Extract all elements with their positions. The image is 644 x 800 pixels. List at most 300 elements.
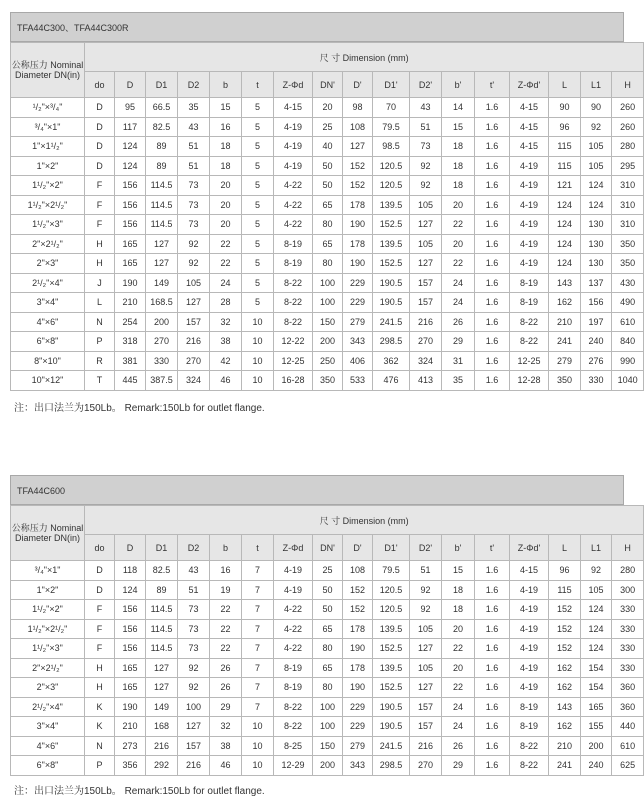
value-cell: 190 xyxy=(343,639,373,659)
value-cell: 24 xyxy=(442,273,475,293)
value-cell: 24 xyxy=(442,717,475,737)
value-cell: 1.6 xyxy=(475,736,510,756)
value-cell: 114.5 xyxy=(146,195,178,215)
column-header: D1 xyxy=(146,72,178,98)
value-cell: 1.6 xyxy=(475,600,510,620)
value-cell: 156 xyxy=(115,639,146,659)
value-cell: 343 xyxy=(343,756,373,776)
value-cell: 190.5 xyxy=(373,717,410,737)
value-cell: 362 xyxy=(373,351,410,371)
value-cell: 4-19 xyxy=(510,580,549,600)
value-cell: 124 xyxy=(581,195,612,215)
remark-note: 注：出口法兰为150Lb。 Remark:150Lb for outlet flange. xyxy=(14,403,265,414)
value-cell: 80 xyxy=(313,254,343,274)
value-cell: 12-25 xyxy=(510,351,549,371)
value-cell: 4-19 xyxy=(510,254,549,274)
value-cell: 50 xyxy=(313,156,343,176)
value-cell: 4-19 xyxy=(510,619,549,639)
value-cell: 105 xyxy=(581,156,612,176)
value-cell: 73 xyxy=(178,195,210,215)
value-cell: 7 xyxy=(242,678,274,698)
value-cell: 4-19 xyxy=(510,195,549,215)
value-cell: 15 xyxy=(442,561,475,581)
table-row xyxy=(11,293,644,313)
value-cell: 105 xyxy=(410,234,442,254)
size-cell: 3"×4" xyxy=(11,717,85,737)
table-title: TFA44C600 xyxy=(10,475,624,505)
value-cell: 65 xyxy=(313,234,343,254)
value-cell: 4-19 xyxy=(510,600,549,620)
column-header: L xyxy=(549,535,581,561)
value-cell: 20 xyxy=(210,176,242,196)
value-cell: 270 xyxy=(410,332,442,352)
value-cell: 273 xyxy=(115,736,146,756)
value-cell: 1.6 xyxy=(475,195,510,215)
size-cell: 2"×2¹/₂" xyxy=(11,234,85,254)
value-cell: 8-22 xyxy=(510,756,549,776)
value-cell: 100 xyxy=(313,697,343,717)
value-cell: 137 xyxy=(581,273,612,293)
column-header: D xyxy=(115,72,146,98)
value-cell: 4-22 xyxy=(274,619,313,639)
value-cell: 5 xyxy=(242,176,274,196)
column-header: D xyxy=(115,535,146,561)
value-cell: 92 xyxy=(178,678,210,698)
value-cell: R xyxy=(85,351,115,371)
value-cell: 22 xyxy=(210,234,242,254)
value-cell: 1.6 xyxy=(475,98,510,118)
value-cell: 200 xyxy=(581,736,612,756)
value-cell: 216 xyxy=(146,736,178,756)
value-cell: D xyxy=(85,156,115,176)
value-cell: 124 xyxy=(115,137,146,157)
size-cell: 2"×2¹/₂" xyxy=(11,658,85,678)
value-cell: 1.6 xyxy=(475,658,510,678)
value-cell: F xyxy=(85,600,115,620)
value-cell: 8-19 xyxy=(274,658,313,678)
value-cell: 92 xyxy=(178,234,210,254)
value-cell: 298.5 xyxy=(373,756,410,776)
value-cell: 73 xyxy=(178,639,210,659)
value-cell: 8-22 xyxy=(274,717,313,737)
value-cell: 90 xyxy=(581,98,612,118)
value-cell: 96 xyxy=(549,117,581,137)
value-cell: D xyxy=(85,580,115,600)
column-header: do xyxy=(85,72,115,98)
value-cell: 24 xyxy=(442,697,475,717)
size-cell: 2¹/₂"×4" xyxy=(11,273,85,293)
value-cell: 190 xyxy=(115,697,146,717)
value-cell: 241 xyxy=(549,332,581,352)
value-cell: 4-22 xyxy=(274,215,313,235)
value-cell: 152 xyxy=(343,600,373,620)
column-header: D1 xyxy=(146,535,178,561)
value-cell: 130 xyxy=(581,254,612,274)
value-cell: 105 xyxy=(410,658,442,678)
value-cell: 279 xyxy=(343,736,373,756)
value-cell: 5 xyxy=(242,234,274,254)
value-cell: 197 xyxy=(581,312,612,332)
value-cell: 190 xyxy=(115,273,146,293)
value-cell: N xyxy=(85,312,115,332)
value-cell: 26 xyxy=(210,678,242,698)
value-cell: 190 xyxy=(343,254,373,274)
column-header: L1 xyxy=(581,72,612,98)
table-row xyxy=(11,639,644,659)
value-cell: 124 xyxy=(549,195,581,215)
value-cell: 26 xyxy=(442,312,475,332)
value-cell: 38 xyxy=(210,332,242,352)
table-row xyxy=(11,658,644,678)
value-cell: 114.5 xyxy=(146,600,178,620)
value-cell: 610 xyxy=(612,736,644,756)
value-cell: 1.6 xyxy=(475,678,510,698)
value-cell: F xyxy=(85,619,115,639)
value-cell: 120.5 xyxy=(373,156,410,176)
value-cell: 22 xyxy=(442,639,475,659)
value-cell: 4-22 xyxy=(274,176,313,196)
value-cell: 12-29 xyxy=(274,756,313,776)
value-cell: 356 xyxy=(115,756,146,776)
value-cell: 1.6 xyxy=(475,117,510,137)
value-cell: 16 xyxy=(210,561,242,581)
value-cell: 350 xyxy=(612,254,644,274)
value-cell: 4-19 xyxy=(274,137,313,157)
column-header-row xyxy=(11,535,644,561)
value-cell: 80 xyxy=(313,215,343,235)
value-cell: 413 xyxy=(410,371,442,391)
value-cell: 157 xyxy=(410,717,442,737)
value-cell: 73 xyxy=(410,137,442,157)
value-cell: 114.5 xyxy=(146,619,178,639)
value-cell: 154 xyxy=(581,658,612,678)
value-cell: 143 xyxy=(549,697,581,717)
value-cell: 216 xyxy=(410,312,442,332)
table-row xyxy=(11,156,644,176)
value-cell: 8-19 xyxy=(510,293,549,313)
column-header: t xyxy=(242,535,274,561)
value-cell: 25 xyxy=(313,561,343,581)
value-cell: 168 xyxy=(146,717,178,737)
value-cell: 4-19 xyxy=(510,156,549,176)
value-cell: 5 xyxy=(242,293,274,313)
value-cell: 124 xyxy=(549,254,581,274)
value-cell: 29 xyxy=(210,697,242,717)
column-header: H xyxy=(612,535,644,561)
remark-note: 注：出口法兰为150Lb。 Remark:150Lb for outlet flange. xyxy=(14,786,265,797)
value-cell: L xyxy=(85,293,115,313)
value-cell: 80 xyxy=(313,678,343,698)
value-cell: P xyxy=(85,332,115,352)
value-cell: 65 xyxy=(313,195,343,215)
value-cell: 440 xyxy=(612,717,644,737)
value-cell: 10 xyxy=(242,736,274,756)
table-row xyxy=(11,312,644,332)
value-cell: 51 xyxy=(410,117,442,137)
table-row xyxy=(11,736,644,756)
column-header: D2 xyxy=(178,72,210,98)
value-cell: 89 xyxy=(146,137,178,157)
value-cell: 330 xyxy=(612,658,644,678)
table-row xyxy=(11,371,644,391)
value-cell: 8-25 xyxy=(274,736,313,756)
value-cell: F xyxy=(85,176,115,196)
value-cell: 5 xyxy=(242,137,274,157)
value-cell: 12-28 xyxy=(510,371,549,391)
value-cell: 216 xyxy=(178,756,210,776)
value-cell: 1.6 xyxy=(475,156,510,176)
column-header: Z-Φd' xyxy=(510,535,549,561)
value-cell: 157 xyxy=(410,697,442,717)
value-cell: 10 xyxy=(242,351,274,371)
table-row xyxy=(11,351,644,371)
value-cell: 73 xyxy=(178,619,210,639)
value-cell: 260 xyxy=(612,117,644,137)
value-cell: 156 xyxy=(115,176,146,196)
value-cell: 15 xyxy=(210,98,242,118)
value-cell: 20 xyxy=(442,195,475,215)
value-cell: 1.6 xyxy=(475,234,510,254)
column-header: D' xyxy=(343,72,373,98)
column-header: Z-Φd' xyxy=(510,72,549,98)
value-cell: 4-19 xyxy=(510,234,549,254)
size-cell: 2"×3" xyxy=(11,254,85,274)
value-cell: 156 xyxy=(115,215,146,235)
value-cell: 156 xyxy=(115,195,146,215)
value-cell: 105 xyxy=(581,580,612,600)
value-cell: 1.6 xyxy=(475,756,510,776)
value-cell: 51 xyxy=(178,156,210,176)
value-cell: 20 xyxy=(210,215,242,235)
value-cell: 43 xyxy=(410,98,442,118)
value-cell: 4-15 xyxy=(510,98,549,118)
size-cell: 1¹/₂"×2¹/₂" xyxy=(11,195,85,215)
value-cell: 162 xyxy=(549,678,581,698)
table-row xyxy=(11,195,644,215)
value-cell: 1.6 xyxy=(475,580,510,600)
table-title: TFA44C300、TFA44C300R xyxy=(10,12,624,42)
value-cell: 18 xyxy=(442,137,475,157)
value-cell: 92 xyxy=(581,117,612,137)
value-cell: 1.6 xyxy=(475,561,510,581)
value-cell: 330 xyxy=(612,639,644,659)
value-cell: 241.5 xyxy=(373,736,410,756)
value-cell: 46 xyxy=(210,371,242,391)
value-cell: 1.6 xyxy=(475,697,510,717)
value-cell: 7 xyxy=(242,639,274,659)
value-cell: 406 xyxy=(343,351,373,371)
column-header: t xyxy=(242,72,274,98)
column-header: b' xyxy=(442,72,475,98)
value-cell: 7 xyxy=(242,580,274,600)
spec-table xyxy=(10,505,644,776)
value-cell: 10 xyxy=(242,717,274,737)
value-cell: 157 xyxy=(410,293,442,313)
value-cell: 310 xyxy=(612,215,644,235)
value-cell: 20 xyxy=(442,234,475,254)
size-cell: 1"×1¹/₂" xyxy=(11,137,85,157)
value-cell: 73 xyxy=(178,600,210,620)
value-cell: 114.5 xyxy=(146,176,178,196)
value-cell: 1.6 xyxy=(475,137,510,157)
value-cell: 280 xyxy=(612,561,644,581)
value-cell: 360 xyxy=(612,678,644,698)
value-cell: 8-22 xyxy=(274,697,313,717)
value-cell: 51 xyxy=(178,137,210,157)
size-cell: 1¹/₂"×2¹/₂" xyxy=(11,619,85,639)
value-cell: 92 xyxy=(581,561,612,581)
value-cell: 4-22 xyxy=(274,195,313,215)
value-cell: 127 xyxy=(178,293,210,313)
value-cell: 1040 xyxy=(612,371,644,391)
value-cell: 127 xyxy=(410,254,442,274)
value-cell: 260 xyxy=(612,98,644,118)
value-cell: 4-19 xyxy=(510,215,549,235)
value-cell: 35 xyxy=(178,98,210,118)
table-row xyxy=(11,234,644,254)
value-cell: 270 xyxy=(410,756,442,776)
value-cell: H xyxy=(85,658,115,678)
value-cell: 279 xyxy=(549,351,581,371)
table-row xyxy=(11,137,644,157)
value-cell: D xyxy=(85,98,115,118)
value-cell: 4-19 xyxy=(274,117,313,137)
value-cell: 210 xyxy=(115,717,146,737)
value-cell: 300 xyxy=(612,580,644,600)
value-cell: 210 xyxy=(549,736,581,756)
value-cell: 96 xyxy=(549,561,581,581)
value-cell: 350 xyxy=(313,371,343,391)
value-cell: 73 xyxy=(178,215,210,235)
value-cell: 310 xyxy=(612,176,644,196)
value-cell: 476 xyxy=(373,371,410,391)
value-cell: 330 xyxy=(612,619,644,639)
value-cell: 381 xyxy=(115,351,146,371)
value-cell: 350 xyxy=(549,371,581,391)
table-row xyxy=(11,98,644,118)
value-cell: H xyxy=(85,234,115,254)
value-cell: 120.5 xyxy=(373,176,410,196)
value-cell: 100 xyxy=(313,717,343,737)
value-cell: 324 xyxy=(178,371,210,391)
value-cell: 92 xyxy=(410,156,442,176)
value-cell: 324 xyxy=(410,351,442,371)
value-cell: 120.5 xyxy=(373,600,410,620)
column-header-row xyxy=(11,72,644,98)
value-cell: 95 xyxy=(115,98,146,118)
value-cell: 4-19 xyxy=(274,580,313,600)
size-cell: 2¹/₂"×4" xyxy=(11,697,85,717)
column-header: t' xyxy=(475,535,510,561)
value-cell: 124 xyxy=(581,176,612,196)
table-row xyxy=(11,619,644,639)
value-cell: 625 xyxy=(612,756,644,776)
value-cell: 152.5 xyxy=(373,678,410,698)
value-cell: 16-28 xyxy=(274,371,313,391)
column-header: H xyxy=(612,72,644,98)
value-cell: 108 xyxy=(343,561,373,581)
size-cell: 1"×2" xyxy=(11,580,85,600)
value-cell: 15 xyxy=(442,117,475,137)
size-cell: 8"×10" xyxy=(11,351,85,371)
value-cell: 73 xyxy=(178,176,210,196)
value-cell: 79.5 xyxy=(373,117,410,137)
value-cell: 270 xyxy=(178,351,210,371)
value-cell: 92 xyxy=(410,580,442,600)
size-cell: 6"×8" xyxy=(11,756,85,776)
value-cell: 18 xyxy=(210,156,242,176)
value-cell: 1.6 xyxy=(475,273,510,293)
value-cell: 18 xyxy=(210,137,242,157)
value-cell: 5 xyxy=(242,156,274,176)
value-cell: 310 xyxy=(612,195,644,215)
value-cell: 124 xyxy=(115,580,146,600)
size-cell: 2"×3" xyxy=(11,678,85,698)
value-cell: 387.5 xyxy=(146,371,178,391)
value-cell: 22 xyxy=(210,254,242,274)
value-cell: F xyxy=(85,215,115,235)
column-header: DN' xyxy=(313,535,343,561)
value-cell: 5 xyxy=(242,98,274,118)
value-cell: 92 xyxy=(178,254,210,274)
value-cell: F xyxy=(85,195,115,215)
column-header: D2' xyxy=(410,535,442,561)
value-cell: 100 xyxy=(313,293,343,313)
value-cell: 19 xyxy=(210,580,242,600)
value-cell: 20 xyxy=(442,658,475,678)
value-cell: 156 xyxy=(115,600,146,620)
value-cell: 115 xyxy=(549,156,581,176)
value-cell: 152 xyxy=(549,619,581,639)
value-cell: 168.5 xyxy=(146,293,178,313)
value-cell: 10 xyxy=(242,332,274,352)
value-cell: 43 xyxy=(178,561,210,581)
column-header: D2' xyxy=(410,72,442,98)
value-cell: 127 xyxy=(410,215,442,235)
value-cell: 121 xyxy=(549,176,581,196)
value-cell: 18 xyxy=(442,176,475,196)
value-cell: 124 xyxy=(581,600,612,620)
value-cell: 92 xyxy=(410,600,442,620)
value-cell: T xyxy=(85,371,115,391)
value-cell: 66.5 xyxy=(146,98,178,118)
value-cell: 32 xyxy=(210,312,242,332)
value-cell: 114.5 xyxy=(146,215,178,235)
size-cell: ³/₄"×1" xyxy=(11,117,85,137)
value-cell: 105 xyxy=(581,137,612,157)
value-cell: 1.6 xyxy=(475,371,510,391)
table-row xyxy=(11,117,644,137)
table-row xyxy=(11,600,644,620)
size-cell: 1¹/₂"×3" xyxy=(11,639,85,659)
value-cell: 280 xyxy=(612,137,644,157)
value-cell: 46 xyxy=(210,756,242,776)
value-cell: 149 xyxy=(146,273,178,293)
value-cell: 229 xyxy=(343,697,373,717)
value-cell: 98 xyxy=(343,98,373,118)
value-cell: 65 xyxy=(313,619,343,639)
value-cell: 533 xyxy=(343,371,373,391)
value-cell: 157 xyxy=(178,736,210,756)
value-cell: 31 xyxy=(442,351,475,371)
value-cell: 130 xyxy=(581,215,612,235)
value-cell: 4-15 xyxy=(510,137,549,157)
value-cell: 70 xyxy=(373,98,410,118)
size-cell: 6"×8" xyxy=(11,332,85,352)
value-cell: 16 xyxy=(210,117,242,137)
value-cell: 22 xyxy=(442,678,475,698)
value-cell: 92 xyxy=(178,658,210,678)
